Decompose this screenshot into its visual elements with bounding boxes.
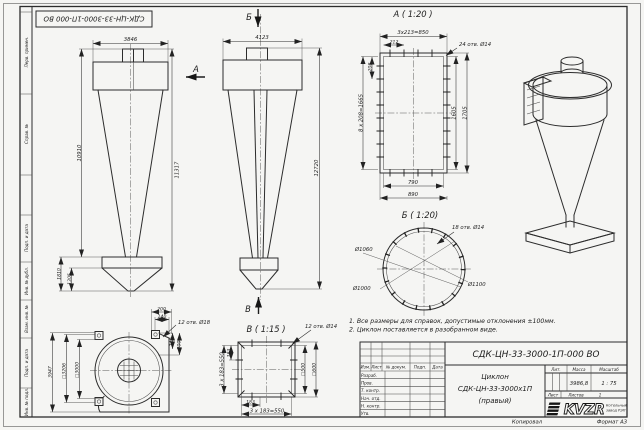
dim-front-1810: 1810 [57,268,63,280]
dim-volute-3947: 3947 [48,366,54,378]
margin-podp-data-2: Подп. и дата [24,349,29,377]
tb-mass-label: Масса [572,366,586,372]
note-line-1: 1. Все размеры для справок, допустимые отклонения ±100мм. [349,318,556,325]
dim-b-holes: 18 отв. Ø14 [452,225,485,231]
view-arrow-v-label: В [245,304,251,314]
dim-v-600: □600 [312,362,318,377]
dim-side-width: 4123 [255,35,269,41]
tb-col-data: Дата [432,364,443,370]
tb-col-list: Лист [371,364,382,370]
dim-a-212: 212 [389,40,399,46]
dim-v-left: 3 x 183=550 [219,352,226,387]
dim-volute-r200: 200 [177,340,183,350]
dim-volute-r140: 140 [170,337,175,347]
dim-volute-holes: 12 отв. Ø18 [178,320,211,326]
tb-col-izm: Изм. [360,364,371,370]
dim-v-holes: 12 отв. Ø14 [305,324,338,330]
dim-v-183: 183 [227,348,233,358]
view-arrow-b-label: Б [246,12,252,22]
dim-front-height-right: 11317 [174,161,181,179]
tb-row-utv: Утв. [361,411,370,417]
margin-perv-primen: Перв. примен. [24,36,29,68]
tb-row-tkontr: Т. контр. [361,388,381,394]
dim-a-holes: 24 отв. Ø14 [459,42,492,48]
footer-format: Формат А3 [596,419,628,426]
dim-v-bottom: 3 x 183=550 [249,408,285,415]
dim-b-1000: Ø1000 [353,286,371,292]
logo-text: KVZR [563,402,605,418]
margin-vzam-inv: Взам. инв. № [24,305,29,333]
tb-name-1: Циклон [481,373,509,381]
tb-row-nkontr: Н. контр. [361,403,381,409]
section-b-title: Б ( 1:20) [401,210,439,220]
dim-volute-3206: □3206 [62,362,68,380]
section-v-title: В ( 1:15 ) [246,324,286,334]
margin-inv-dubl: Инв. № дубл. [24,266,29,296]
tb-col-podp: Подп. [413,364,427,370]
view-arrow-a-label: А [193,64,199,74]
margin-sprav-no: Справ. № [24,124,29,144]
dim-a-8x208: 8 x 208=1665 [358,94,365,132]
dim-a-208: 208 [368,62,374,72]
tb-scale-label: Масштаб [599,366,619,372]
tb-col-doc: № докум. [385,364,407,370]
dim-v-500: □500 [301,362,307,377]
margin-podp-data-1: Подп. и дата [24,224,29,252]
tb-row-razrab: Разраб. [361,372,378,378]
designation-flipped: СДК-ЦН-33-3000-1П-000 ВО [43,14,145,23]
dim-a-1705: 1705 [462,106,469,120]
dim-side-height: 12720 [314,159,320,177]
tb-row-nachotd: Нач. отд. [361,395,381,401]
dim-volute-3000: □3000 [75,361,81,379]
tb-mass-value: 3986,8 [569,381,589,387]
dim-a-1605: 1605 [451,106,458,120]
tb-name-2: СДК-ЦН-33-3000х1П [457,385,533,393]
company-line-2: завод РЭП [606,408,626,413]
dim-volute-200: 200 [157,307,166,313]
dim-a-890: 890 [407,192,419,198]
dim-front-1305: 1305 [68,273,73,285]
dim-a-top: 3x213=850 [397,30,429,36]
tb-sheets-value: 1 [598,392,602,398]
dim-b-1060: Ø1060 [355,247,373,253]
tb-lit-label: Лит. [551,366,561,372]
note-line-2: 2. Циклон поставляется в разобранном виде. [349,326,498,334]
company-line-1: Котельный [606,403,627,408]
tb-scale-value: 1 : 75 [601,381,617,387]
dim-b-1100: Ø1100 [468,282,486,288]
section-a-title: А ( 1:20 ) [393,9,433,19]
dim-front-width: 3846 [123,37,138,43]
tb-row-prov: Пров. [361,380,373,386]
dim-a-790: 790 [407,180,419,186]
tb-designation: СДК-ЦН-33-3000-1П-000 ВО [472,350,600,360]
tb-sheet-label: Лист [547,392,559,398]
footer-copy: Копировал [511,419,543,426]
dim-front-height-left: 10910 [77,144,83,162]
tb-name-3: (правый) [478,397,512,405]
dim-v-183-bottom: 183 [246,400,255,406]
dim-volute-140: 140 [157,315,167,320]
margin-inv-podl: Инв. № подл. [24,387,29,417]
tb-sheets-label: Листов [568,392,584,398]
